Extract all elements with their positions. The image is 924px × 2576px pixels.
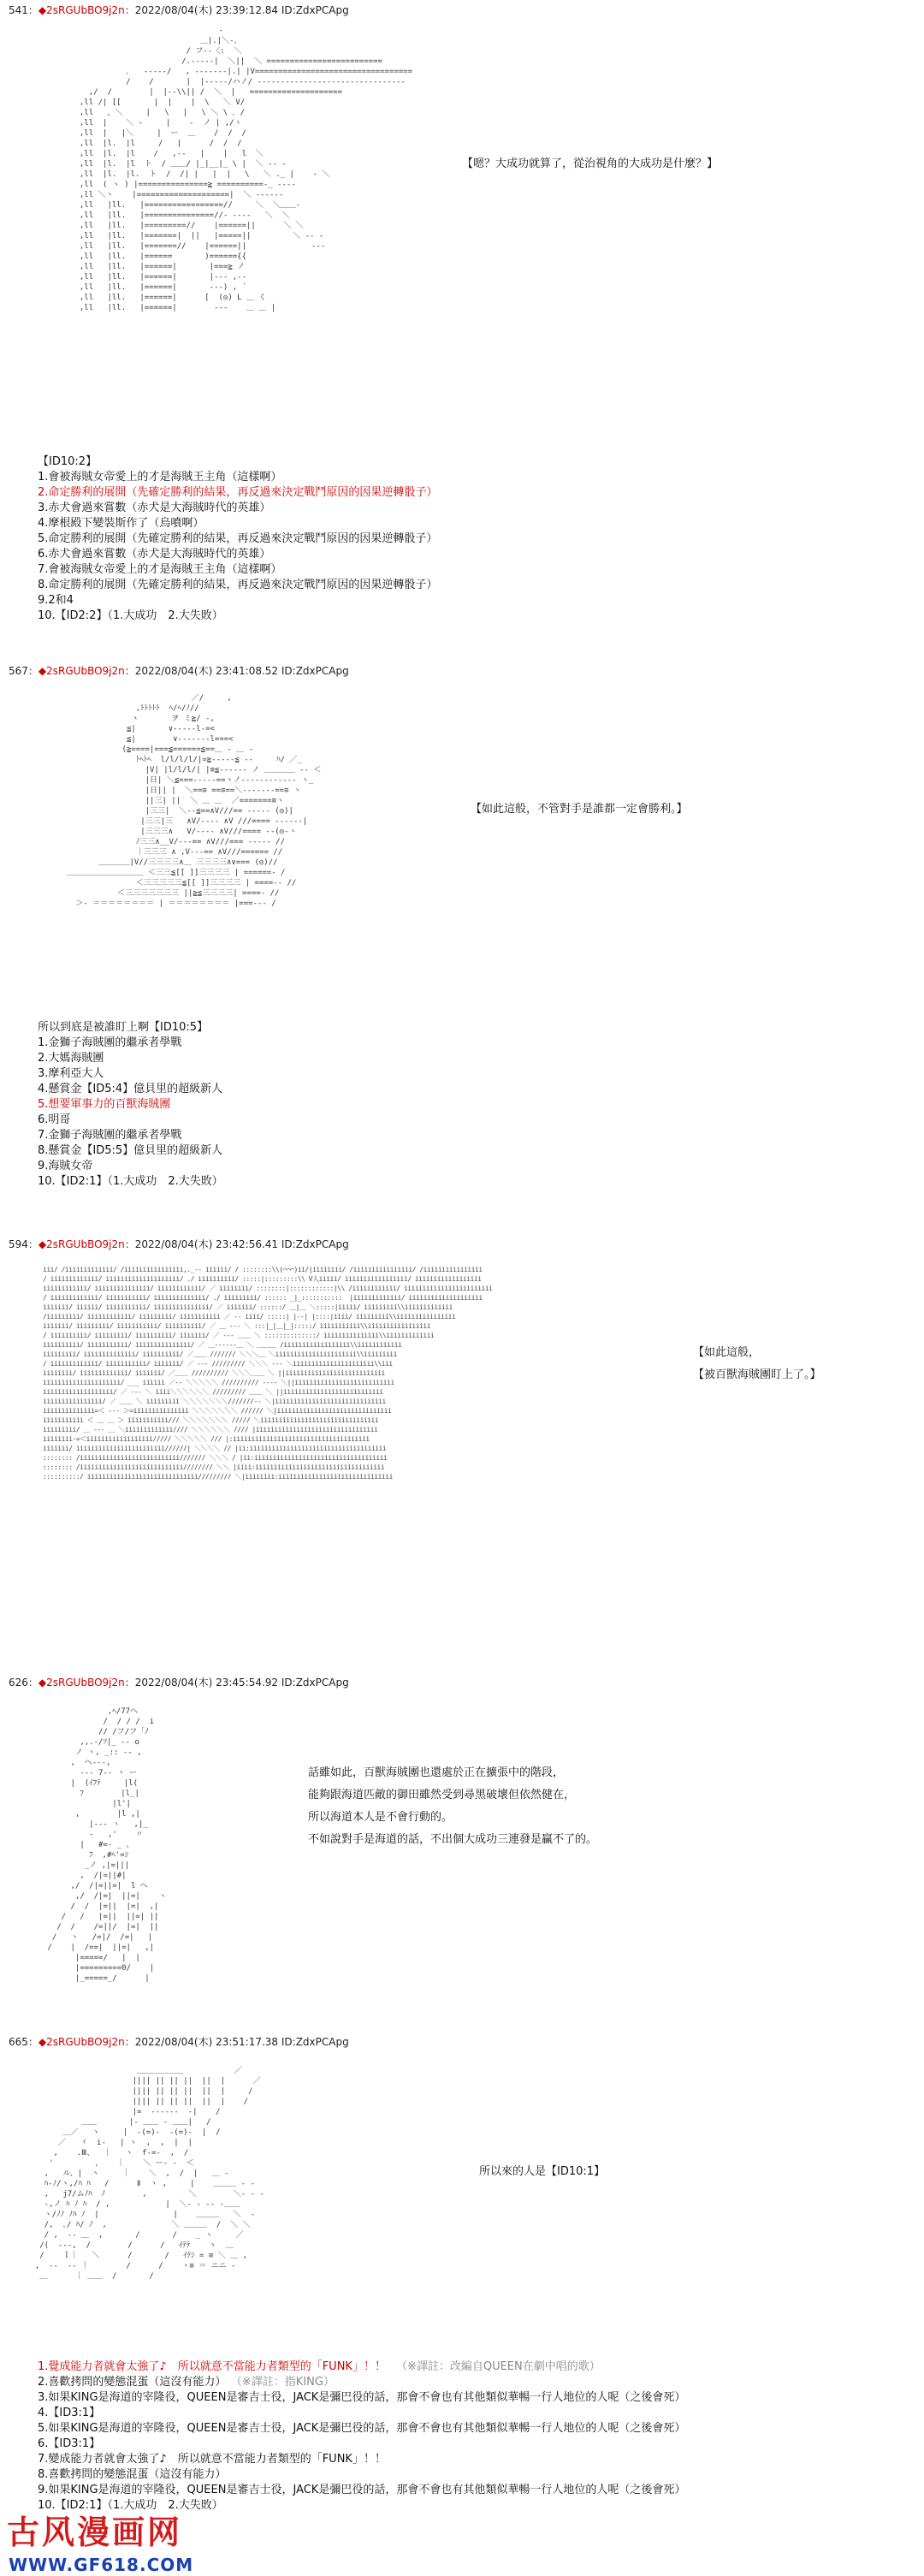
list-item: 4.懸賞金【ID5:4】億貝里的超級新人 — [38, 1083, 223, 1095]
post-594 — [0, 1234, 924, 1672]
ascii-art-figure: ＿＿＿＿＿＿ ／ |||| || || || || | ／ |||| || || || || | / |||| || || || || | / |= ‐‐‐‐‐‐ ‐| / ＿＿ |‐ ＿＿ ‐ ＿＿| / ＿／ ヽ | -(=)- -(=)- | / ／ ヾ i‐ | ヽ , , | | , .Ⅲ、 ｜ ヽ f-=‐ , / ' ， ｜ ＼ ー‐ ‐ ＜ , ル、| ヽ ｜ ＼ , / | ＿ ‐ ﾊ-ﾉ/ヽ,/ﾊ ﾊ / Ⅱ ヽ , | ＿＿＿ ‐ ‐ , j7/ムﾉﾊ ﾉ , ＼ ＼‐ ‐ ‐ -,ノ ﾊ ﾉ ﾊ / , | ＼‐ ‐ ‐‐ ‐＿＿ ヽ/ﾉﾉ ﾉﾊ ﾉ | | ＿＿＿ ＼ ‐ /, ､/ ﾊ/ ﾉ , ＼ ＿＿＿ / ＼ ＼ / , ‐‐ ＿ , / / _ ヽ ／ /( ‐‐‐, / / / ｲﾃﾃ ヽ ＿ / ｌ｜ ＼ / / ｲﾃｼ = ≡ ＼ ＿ , , ‐‐ ‐‐ ｜ / / ヽ≡ ＝ ニニ ‐ ＿ ｜ ＿＿ / / — [34, 2067, 264, 2281]
post-number[interactable]: 594： — [9, 1238, 38, 1250]
list-item: 8.命定勝利的展開（先確定勝利的結果，再反過來決定戰鬥原因的因果逆轉骰子） — [38, 579, 438, 591]
list-item: 6.【ID3:1】 — [38, 2437, 101, 2450]
list-item: 8.懸賞金【ID5:5】億貝里的超級新人 — [38, 1144, 223, 1157]
post-meta: ：2022/08/04(木) 23:42:56.41 ID:ZdxPCApg — [124, 1238, 349, 1250]
poster-name: 2sRGUbBO9j2n — [46, 665, 125, 677]
post-567 — [0, 661, 924, 1234]
list-item-highlighted — [38, 2359, 685, 2375]
post-header — [9, 1676, 349, 1689]
list-item: 10.【ID2:1】（1.大成功 2.大失敗） — [38, 2499, 223, 2512]
trip-diamond-icon: ◆ — [38, 2036, 47, 2048]
post-header — [9, 1238, 349, 1251]
list-item-highlighted: 2.命定勝利的展開（先確定勝利的結果，再反過來決定戰鬥原因的因果逆轉骰子） — [38, 486, 438, 499]
list-item: 7.會被海賊女帝愛上的才是海賊王主角（這樣啊） — [38, 563, 282, 576]
list-item: 5.如果KING是海道的宰隆役，QUEEN是審吉士役，JACK是彌巴役的話，那會不會也有其他類似華暢一行人地位的人呢（之後會死） — [38, 2422, 686, 2435]
post-number[interactable]: 665： — [9, 2036, 38, 2048]
post-number[interactable]: 541： — [9, 4, 38, 16]
list-item-text: 2.喜歡拷問的變態混蛋（這沒有能力） — [38, 2376, 227, 2389]
list-item: 3.摩利亞大人 — [38, 1067, 104, 1080]
post-541 — [0, 0, 924, 659]
dice-result-list — [38, 1020, 223, 1190]
post-meta: ：2022/08/04(木) 23:39:12.84 ID:ZdxPCApg — [124, 4, 349, 16]
list-item: 7.變成能力者就會太強了♪ 所以就意不當能力者類型的「FUNK」！！ — [38, 2453, 386, 2466]
translator-note: （※譯註：改編自QUEEN在劇中唱的歌） — [395, 2360, 601, 2373]
list-item — [38, 2375, 685, 2390]
trip-diamond-icon: ◆ — [38, 665, 47, 677]
list-item: 5.命定勝利的展開（先確定勝利的結果，再反過來決定戰鬥原因的因果逆轉骰子） — [38, 532, 438, 545]
speech-bubble: 【如此這般， — [693, 1346, 761, 1359]
list-item: 6.明哥 — [38, 1113, 71, 1126]
speech-line-1: 話雖如此，百獸海賊團也還處於正在擴張中的階段， — [308, 1766, 565, 1779]
trip-diamond-icon: ◆ — [38, 1677, 47, 1689]
list-item: 1.金獅子海賊團的繼承者學戰 — [38, 1036, 182, 1049]
post-header — [9, 664, 349, 678]
post-number[interactable]: 626： — [9, 1677, 38, 1689]
list-item-text: 1.覺成能力者就會太強了♪ 所以就意不當能力者類型的「FUNK」！！ — [38, 2360, 386, 2373]
list-item: 8.喜歡拷問的變態混蛋（這沒有能力） — [38, 2468, 227, 2481]
trip-diamond-icon: ◆ — [38, 4, 47, 16]
poster-name: 2sRGUbBO9j2n — [46, 1677, 125, 1689]
list-item: 4.【ID3:1】 — [38, 2407, 101, 2419]
post-626 — [0, 1672, 924, 2032]
ascii-art-figure: ,ﾍ/77ヘ / / / / i // /フ/フ「ﾉ ,,.-/ｿ|_ -- o ノ ヽ, _:: -‐ , , ヘ‐--, -‐‐ 7‐‐ ヽ ー | (ｲﾌﾃ |l( ﾌ |l_| |l'| , |l ,| |‐-- ヽ ,|_ ‐ ,' 〃 | #=- _ 、 ﾌ ,#ﾍ'=ｼ _ノ ,|=||| , /|=||#| ,/ /|=||=| l ヘ ,/ /|=| ||=| ヽ / / |=|| |=| ,| / / |=|| ||=| || / / /=||/ |=| || / ヽ /=|/ /=| | / | /==| ||=| ,| |=====/ | | |=========0/ | |_=====_/ | — [47, 1707, 167, 1983]
post-header — [9, 3, 349, 17]
list-item: 9.海賊女帝 — [38, 1160, 93, 1172]
post-meta: ：2022/08/04(木) 23:51:17.38 ID:ZdxPCApg — [124, 2036, 349, 2048]
translator-note: （※譯註：指KING） — [236, 2376, 335, 2389]
speech-line-3: 所以海道本人是不會行動的。 — [308, 1811, 453, 1824]
post-665 — [0, 2032, 924, 2576]
list-item: 6.赤犬會過來嘗數（赤犬是大海賊時代的英雄） — [38, 548, 271, 561]
list-item: 2.大媽海賊團 — [38, 1052, 104, 1065]
speech-bubble: 【被百獸海賊團盯上了。】 — [693, 1368, 821, 1381]
ascii-art-figure: ／/ , ,ﾄﾄﾄﾄﾄ ﾍ/ﾍ/ﾉ// ヽ ヲ ミ≧/ -, ≦| ∨-----l-=< ≦| ∨-------l===< (≧====|===≦======≦==＿ ‐ ＿ ‐ ﾄﾍﾄﾍ l/l/l/l/|=≧-----≦ -‐ ﾊ/ ／_ |V| |l/l/l/| |≡≦------ ノ ＿＿＿＿ -‐ ＜ |日| ＼≦===-----==ヽノ-----------‐ ヽ_ |日|| | ＼==≡ ==≡==＼-------==≡ ヽ ||三| || ＼ ＿ ＿ ／=======≡ヽ |三三| ＼--≦==∧V///== ----- (◎)| |三三|三 ∧V/---- ∧V ///==== -----‐| |三三三∧ V/---- ∧V///==== --(◎‐ヽ ﾉ三三∧__V/---== ∧V///=== ----- // ｜三三三 ∧ ,V---== ∧V///====== // ＿＿＿＿|V//三三三三∧＿ 三三三三∧∨=== (◎)// ＿＿＿＿＿＿＿＿＿＿ ＜三三≦[[ ]]三三三三 | ======‐ / ＜三三三三三≦[[ ]]三三三三 | ====‐‐ // ＜三三三三三三三 ||≧≦三三三三| ====‐ // ＞‐ ＝＝＝＝＝＝＝＝ | ＝＝＝＝＝＝＝＝ |===‐‐‐ / — [66, 694, 322, 908]
site-url: WWW.GF618.COM — [9, 2555, 194, 2575]
speech-bubble: 【如此這般，不管對手是誰都一定會勝利。】 — [471, 803, 688, 816]
list-item: 1.會被海賊女帝愛上的才是海賊王主角（這樣啊） — [38, 471, 282, 484]
poster-name: 2sRGUbBO9j2n — [46, 2036, 125, 2048]
list-item-highlighted: 5.想要軍事力的百獸海賊團 — [38, 1098, 171, 1111]
list-item: 3.如果KING是海道的宰隆役，QUEEN是審吉士役，JACK是彌巴役的話，那會不會也有其他類似華暢一行人地位的人呢（之後會死） — [38, 2391, 686, 2404]
trip-diamond-icon: ◆ — [38, 1238, 47, 1250]
speech-line-2: 能夠跟海道匹敵的御田雖然受到尋黑破壞但依然健在， — [308, 1789, 576, 1801]
poster-name: 2sRGUbBO9j2n — [46, 1238, 125, 1250]
dice-result-list — [38, 454, 437, 624]
list-item: 所以到底是被誰盯上啊【ID10:5】 — [38, 1021, 209, 1034]
list-item: 9.2和4 — [38, 594, 74, 607]
speech-bubble: 所以來的人是【ID10:1】 — [479, 2165, 606, 2178]
list-item: 10.【ID2:1】（1.大成功 2.大失敗） — [38, 1175, 223, 1188]
ascii-art-scene: iii/ /iiiiiiiiiiiii/ /iiiiiiiiiiiiiiii,._-‐ iiiiii/ / ::::::::\\(⌒⌒⌒)ii/|iiiiiiii/ /iiiiiiiiiiiiiiii/ /iiiiiiiiiiiiiiii / iiiiiiiiiiiii/ iiiiiiiiiiiiiiiiiiii/ ./ iiiiiiiiii/ :::::|:::::::::\\ V人iiiii/ iiiiiiiiiiiiiiiii/ iiiiiiiiiiiiiiiiii iiiiiiiiiiii/ iiiiiiiiiiiiiii/ iiiiiiiiiiii/ ／ iiiiiiii/ ::::::::|::::::::::::|\\ /iiiiiiiiiiii/ iiiiiiiiiiiiiiiiiiiiiiii / iiiiiiiiiiiii/ iiiiiiiiiii/ iiiiiiiiiiiiii/ ./ iiiiiiiii/ :::::: _|_::::::::::: |iiiiiiiiiiiii/ iiiiiiiiiiiiiiiiiiii iiiiiii/ iiiiii/ iiiiiiiiiii/ iiiiiiiiiiiiiii/ ／ iiiiiii/ ::::::/ ＿|＿ ＼:::::|iiiii/ iiiiiiiii\\iiiiiiiiiiiii /iiiiiiiii/ iiiiiiiiiiii/ iiiiiiiii/ iiiiiiiiiii ／ ‐‐ iiii/ :::::| |‐‐| |::::|iiii/ iiiiiiiii\\iiiiiiiiiiiiiiii iiiiiii/ iiiiiiiii/ iiiiiiiiiii/ iiiiiiiiii/ ／ ＿ ‐‐‐ ＼ :::|_|＿|_|:::::/ iiiiiiiiiii\\iiiiiiiiiiiiiiiii / iiiiiiiiii/ iiiiiiiii/ iiiiiiiiii/ iiiiiii/ ／ ‐‐‐ ＿＿ ＼ ::::::::::::::/ iiiiiiiiiiiiiii\\iiiiiiiiiiiii iiiiiiiiii/ iiiiiiiiiii/ iiiiiiiiiiiiiii/ ／ ＿‐‐‐‐‐‐＿ ＼ ＿＿＿ /iiiiiiiiiiiiiiiiii\\iiiiiiiiiiii iiiiiiiii/ iiiiiiiiiiiiii/ iiiiiiiiii/ ／＿＿ /////// ＼＼＼＿ ＼iiiiiiiiiiiiiiiiiiiiii\\iiiiiiiii / iiiiiiiiiiiii/ iiiiiiiiiii/ iiiiiii/ ／ ‐‐‐ ///////// ＼＼＼ ‐‐‐ ＼iiiiiiiiiiiiiiiiiiiiii\\iii iiiiiiii/ iiiiiiiiiiiii/ iiiiiii/ ／＿＿ ////////// ＼＼＼＿＿ ＼ ||iiiiiiiiiiiiiiiiiiiiiiiiiii iiiiiiiiiiiiiiiiiiiii/ ___ iiiiii ／‐‐ ＼＼＼＼＼ ////////// ‐‐‐‐ ＼||iiiiiiiiiiiiiiiiiiiiiiiiiii iiiiiiiiiiiiiiiiiii/ ／ ‐‐‐ ＼ iiii＼＼＼＼＼＼ ///////// ＿＿ ＼ ||iiiiiiiiiiiiiiiiiiiiiiiiiii iiiiiiiiiiiiiiii/ ／ ＿＿ ＼ iiiiiiiii ＼＼＼＼＼＼＼///////‐‐ ＼|iiiiiiiiiiiiiiiiiiiiiiiiiiiiii iiiiiiiiiiiiii=＜ ‐‐‐ ＞=iiiiiiiiiiiiiii ＼＼＼＼＼＼＼ ////// ＼|iiiiiiiiiiiiiiiiiiiiiiiiiiiiiii iiiiiiiiiii ＜ ＿ ＿ ＞ iiiiiiiiiii/// ＼＼＼＼＼＼＼ ///// ＼iiiiiiiiiiiiiiiiiiiiiiiiiiiiiiii iiiiiiiii/ ＿ ‐‐‐ ＿ ＼iiiiiiiiiiiii//// ＼＼＼＼＼＼ //// |iiiiiiiiiiiiiiiiiiiiiiiiiiiiiiiii iiiiiiii-=＜iiiiiiiiiiiiiiiiii///// ＼＼＼＼＼ /// |:iiiiiiiiiiiiiiiiiiiiiiiiiiiiiiiiiiiii iiiiiii/ iiiiiiiiiiiiiiiiiiiiiiii//////| ＼＼＼＼ // |ii:iiiiiiiiiiiiiiiiiiiiiiiiiiiiiiiiiiiii :::::::: /iiiiiiiiiiiiiiiiiiiiiiiiiii/////// ＼＼＼ / |ii:iiiiiiiiiiiiiiiiiiiiiiiiiiiiiiiiiiii :::::::: /iiiiiiiiiiiiiiiiiiiiiiiiiiii//////// ＼＼ |iiii:iiiiiiiiiiiiiiiiiiiiiiiiiiiiiiiiiii ::::::::::/ iiiiiiiiiiiiiiiiiiiiiiiiiiiiii///////// ＼|iiiiiiii:iiiiiiiiiiiiiiiiiiiiiiiiiiiiiii — [43, 1266, 493, 1481]
ascii-art-figure: ‐ ＿|.|＼-、 / フ--〈: ＼ /.-----| ＼|| ＼ ========================= ､ -----/ , -------|.| |V================================== / / | |-----/ハノ/ ‐------------------------------‐ ,/ / | |‐-\\|| / ＼ | ==================== ,ll /| [[ | | | \ ＼ V/ ,ll ，＼ | \ | \ ＼ \ ．/ ,ll | ＼ - | - ノ | ,/ヽ ,ll | |＼ | ー ＿ / / / ,ll |l. |l / | / / / ,ll |l. |l / ,-- | | l ＼ ,ll |l. |l ト / ＿＿/ |_|__|_ \ | ＼ -- ‐ ,ll |l. |l. ト / /| | | | \ ＼ ._ | ‐ ＼ ,ll ( ヽ ) |===============≧ ==========‐_ ‐‐‐‐ ,ll ＼ヽ |====================| ＼ ‐‐‐‐‐‐ ,ll |ll. |=================// ＼ ＼＿＿‐ ,ll |ll. |===============//‐ ‐‐‐‐ ＼ ＼ ,ll |ll. |=========// |======|| ＼ ＼ ,ll |ll. |=======| || |=====|| ＼ -- ‐ ,ll |ll. |=======// |======|| ‐‐‐ ,ll |ll. |====== )======{{ ,ll |ll. |======| |===≧ ノ ,ll |ll. |======| |‐‐‐ ,‐‐ ,ll |ll. |======| ‐‐‐) , ´ ,ll |ll. |======| [ (◎) L ＿ く ,ll |ll. |======| ‐‐‐ ＿ ＿ | — [79, 27, 413, 312]
dice-result-list — [38, 2359, 685, 2514]
list-item: 3.赤犬會過來嘗數（赤犬是大海賊時代的英雄） — [38, 502, 271, 514]
post-meta: ：2022/08/04(木) 23:41:08.52 ID:ZdxPCApg — [124, 665, 349, 677]
list-item: 7.金獅子海賊團的繼承者學戰 — [38, 1129, 182, 1142]
post-number[interactable]: 567： — [9, 665, 38, 677]
list-item: 10.【ID2:2】（1.大成功 2.大失敗） — [38, 609, 223, 622]
list-item: 9.如果KING是海道的宰隆役，QUEEN是審吉士役，JACK是彌巴役的話，那會不會也有其他類似華暢一行人地位的人呢（之後會死） — [38, 2484, 686, 2496]
list-item: 【ID10:2】 — [38, 455, 98, 468]
list-item: 4.摩根殿下變裝斯作了（烏噴啊） — [38, 517, 204, 530]
site-logo: 古风漫画网 — [7, 2513, 183, 2551]
post-meta: ：2022/08/04(木) 23:45:54.92 ID:ZdxPCApg — [124, 1677, 349, 1689]
speech-line-4: 不如說對手是海道的話，不出個大成功三連發是贏不了的。 — [308, 1833, 598, 1846]
post-header — [9, 2035, 349, 2049]
speech-bubble: 【嗯？大成功就算了，從治視角的大成功是什麼？】 — [462, 157, 719, 170]
poster-name: 2sRGUbBO9j2n — [46, 4, 125, 16]
